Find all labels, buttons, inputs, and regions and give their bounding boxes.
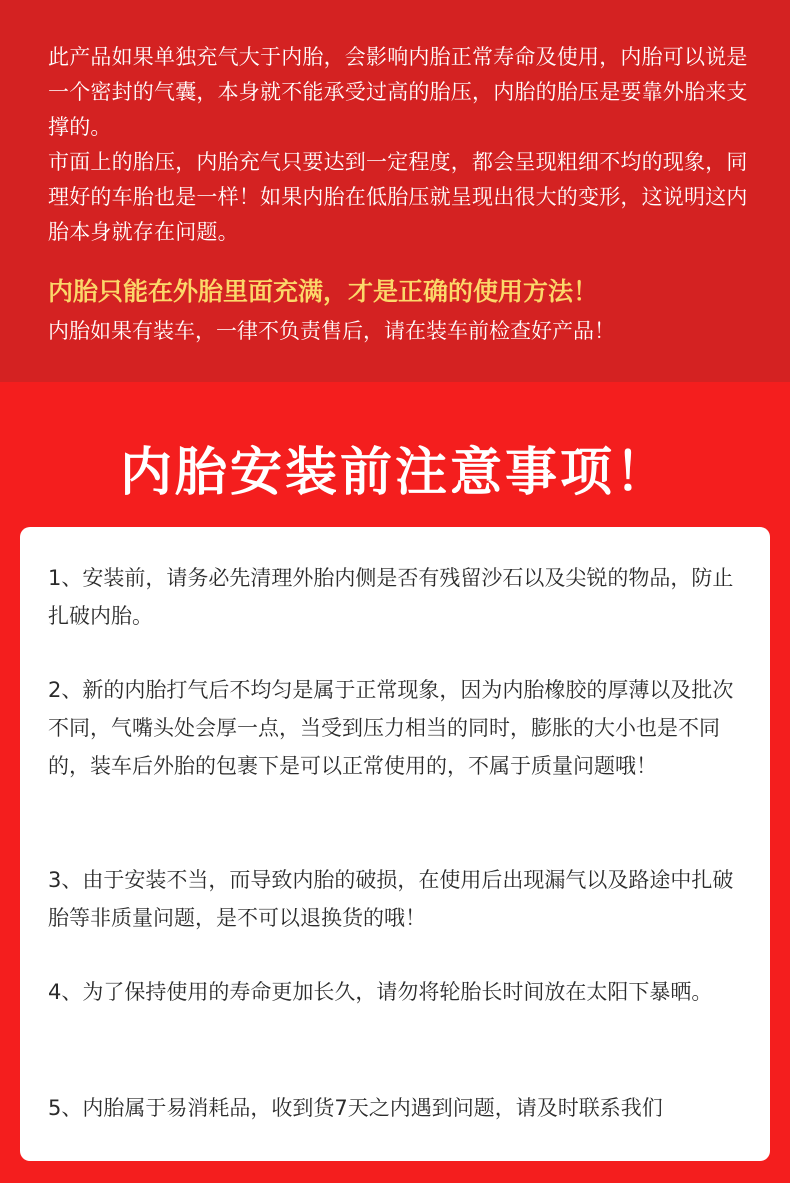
precaution-item-2: 2、新的内胎打气后不均匀是属于正常现象，因为内胎橡胶的厚薄以及批次不同，气嘴头处会厚一点，当受到压力相当的同时，膨胀的大小也是不同的，装车后外胎的包裹下是可以正常使用的，不属于质量问题哦！ xyxy=(48,678,734,778)
precaution-item-3: 3、由于安装不当，而导致内胎的破损，在使用后出现漏气以及路途中扎破胎等非质量问题，是不可以退换货的哦！ xyxy=(48,868,734,930)
precautions-card xyxy=(20,527,770,1161)
tire-notice-section xyxy=(0,0,790,382)
precaution-item-4: 4、为了保持使用的寿命更加长久，请勿将轮胎长时间放在太阳下暴晒。 xyxy=(48,980,713,1004)
precaution-item-1: 1、安装前，请务必先清理外胎内侧是否有残留沙石以及尖锐的物品，防止扎破内胎。 xyxy=(48,566,734,628)
after-sales-note: 内胎如果有装车，一律不负责售后，请在装车前检查好产品！ xyxy=(48,319,615,343)
tire-pressure-paragraph: 市面上的胎压，内胎充气只要达到一定程度，都会呈现粗细不均的现象，同理好的车胎也是一样！如果内胎在低胎压就呈现出很大的变形，这说明这内胎本身就存在问题。 xyxy=(48,150,748,244)
inflation-warning-paragraph: 此产品如果单独充气大于内胎，会影响内胎正常寿命及使用，内胎可以说是一个密封的气囊，本身就不能承受过高的胎压，内胎的胎压是要靠外胎来支撑的。 xyxy=(48,45,748,139)
precaution-item-5: 5、内胎属于易消耗品，收到货7天之内遇到问题，请及时联系我们 xyxy=(48,1096,663,1120)
precautions-title: 内胎安装前注意事项！ xyxy=(119,443,670,503)
correct-usage-highlight: 内胎只能在外胎里面充满，才是正确的使用方法！ xyxy=(48,277,599,306)
